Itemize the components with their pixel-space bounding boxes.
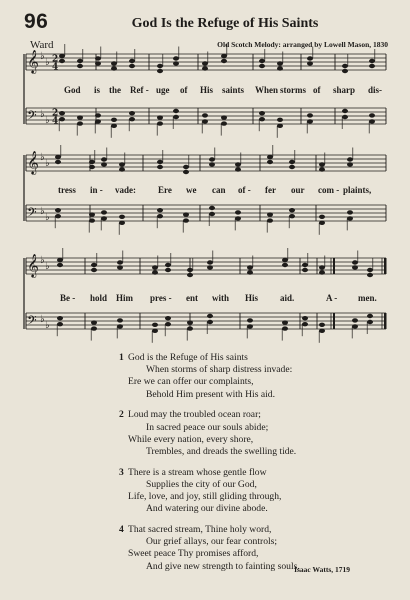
alto-note [235, 167, 241, 171]
lyric-syllable: ent [186, 293, 198, 303]
hymn-title: God Is the Refuge of His Saints [131, 16, 319, 31]
bass-note [57, 322, 63, 326]
tenor-note [119, 215, 125, 219]
key-signature-flat: ♭ [40, 152, 45, 163]
lyric-syllable: His [200, 85, 214, 95]
bass-note [319, 221, 325, 225]
lyric-syllable: of [180, 85, 188, 95]
key-signature-flat: ♭ [45, 158, 50, 169]
alto-note [77, 64, 83, 68]
melody-note [165, 263, 171, 267]
bass-note [173, 115, 179, 119]
lyric-syllable: we [186, 185, 197, 195]
melody-note [289, 160, 295, 164]
verse-line: That sacred stream, Thine holy word, [128, 523, 272, 535]
lyric-syllable: pres - [150, 293, 172, 303]
alto-note [367, 273, 373, 277]
verses [119, 352, 300, 581]
verse-line: Life, love, and joy, still gliding through, [128, 491, 282, 503]
time-signature-top: 2 [52, 108, 59, 119]
bass-note [55, 214, 61, 218]
tenor-note [59, 111, 65, 115]
tenor-note [207, 314, 213, 318]
melody-note [55, 155, 61, 159]
bass-note [221, 121, 227, 125]
lyric-line-1 [0, 85, 410, 97]
verse-line: God is the Refuge of His saints [128, 352, 248, 363]
tenor-note [111, 118, 117, 122]
lyric-syllable: of - [238, 185, 251, 195]
bass-note [129, 117, 135, 121]
verse-1 [119, 352, 300, 401]
verse-line: Sweet peace Thy promises afford, [128, 548, 259, 560]
alto-note [57, 263, 63, 267]
melody-note [319, 162, 325, 166]
alto-note [221, 59, 227, 63]
melody-note [319, 265, 325, 269]
alto-note [157, 69, 163, 73]
bass-note [59, 117, 65, 121]
alto-note [319, 270, 325, 274]
tenor-note [319, 215, 325, 219]
tenor-note [89, 212, 95, 216]
tenor-note [173, 109, 179, 113]
melody-note [267, 155, 273, 159]
melody-note [183, 165, 189, 169]
alto-note [277, 66, 283, 70]
tenor-note [347, 210, 353, 214]
verse-3 [119, 466, 300, 516]
verse-line: While every nation, every shore, [128, 433, 254, 445]
alto-note [157, 165, 163, 169]
bass-note [302, 322, 308, 326]
tenor-note [352, 318, 358, 322]
tenor-note [91, 320, 97, 324]
bass-note [101, 216, 107, 220]
alto-note [369, 64, 375, 68]
tenor-note [235, 210, 241, 214]
tenor-note [302, 316, 308, 320]
alto-note [289, 165, 295, 169]
bass-note [165, 322, 171, 326]
bass-note [95, 119, 101, 123]
melody-note [117, 260, 123, 264]
bass-clef: 𝄢 [27, 313, 37, 331]
lyric-syllable: vade: [115, 185, 136, 195]
tenor-note [367, 314, 373, 318]
tenor-note [95, 113, 101, 117]
key-signature-flat: ♭ [45, 320, 50, 331]
lyric-syllable: our [291, 185, 305, 195]
lyric-syllable: is [94, 85, 101, 95]
verse-number: 3 [119, 466, 124, 478]
bass-note [89, 218, 95, 222]
bass-note [77, 121, 83, 125]
alto-note [302, 268, 308, 272]
melody-note [157, 160, 163, 164]
lyric-syllable: God [64, 85, 81, 95]
tenor-note [165, 316, 171, 320]
melody-note [307, 56, 313, 60]
alto-note [342, 69, 348, 73]
tenor-note [157, 208, 163, 212]
melody-note [247, 265, 253, 269]
lyric-syllable: tress [58, 185, 76, 195]
lyric-syllable: in - [90, 185, 103, 195]
melody-note [119, 162, 125, 166]
verse-number: 1 [119, 352, 124, 363]
tenor-note [277, 118, 283, 122]
alto-note [352, 265, 358, 269]
tenor-note [259, 111, 265, 115]
bass-note [319, 329, 325, 333]
tenor-note [247, 318, 253, 322]
key-signature-flat: ♭ [45, 212, 50, 223]
alto-note [202, 66, 208, 70]
treble-clef: 𝄞 [27, 253, 39, 277]
alto-note [259, 64, 265, 68]
melody-note [57, 258, 63, 262]
key-signature-flat: ♭ [40, 109, 45, 120]
lyric-syllable: His [245, 293, 259, 303]
alto-note [111, 66, 117, 70]
lyric-syllable: saints [222, 85, 245, 95]
alto-note [209, 162, 215, 166]
alto-note [101, 162, 107, 166]
alto-note [207, 265, 213, 269]
lyric-syllable: fer [265, 185, 276, 195]
alto-note [119, 167, 125, 171]
melody-note [202, 61, 208, 65]
melody-note [95, 56, 101, 60]
tenor-note [183, 212, 189, 216]
melody-note [277, 61, 283, 65]
lyric-syllable: Ere [158, 185, 172, 195]
lyric-syllable: of [313, 85, 321, 95]
bass-note [209, 212, 215, 216]
melody-note [342, 64, 348, 68]
bass-clef: 𝄢 [27, 108, 37, 126]
verse-line: And watering our divine abode. [146, 503, 268, 515]
verse-line: Trembles, and dreads the swelling tide. [146, 445, 297, 457]
bass-note [307, 119, 313, 123]
verse-line: Ere we can offer our complaints, [128, 376, 254, 388]
lyric-syllable: aid. [280, 293, 295, 303]
verse-line: And give new strength to fainting souls. [146, 560, 300, 572]
alto-note [187, 273, 193, 277]
alto-note [173, 61, 179, 65]
double-barline [333, 258, 335, 274]
verse-number: 4 [119, 523, 124, 535]
bass-note [277, 124, 283, 128]
lyric-syllable: men. [358, 293, 377, 303]
melody-note [157, 64, 163, 68]
melody-note [129, 59, 135, 63]
melody-note [77, 59, 83, 63]
tenor-note [282, 320, 288, 324]
bass-note [342, 115, 348, 119]
alto-note [307, 61, 313, 65]
key-signature-flat: ♭ [45, 115, 50, 126]
author-credit: Isaac Watts, 1719 [294, 565, 350, 574]
time-signature-bottom: 4 [52, 116, 59, 127]
melody-note [259, 59, 265, 63]
lyric-syllable: hold [90, 293, 108, 303]
bass-note [352, 324, 358, 328]
alto-note [89, 165, 95, 169]
tenor-note [57, 316, 63, 320]
alto-note [152, 270, 158, 274]
alto-note [267, 160, 273, 164]
lyric-syllable: A - [326, 293, 338, 303]
melody-note [111, 61, 117, 65]
tenor-note [267, 212, 273, 216]
lyric-syllable: sharp [333, 85, 356, 95]
treble-clef: 𝄞 [27, 49, 39, 73]
verse-4 [119, 523, 300, 573]
bass-note [111, 124, 117, 128]
verse-number: 2 [119, 409, 124, 421]
tenor-note [101, 210, 107, 214]
melody-note [302, 263, 308, 267]
lyric-syllable: Him [116, 293, 133, 303]
tenor-note [129, 111, 135, 115]
lyric-syllable: with [212, 293, 230, 303]
lyric-line-2 [0, 185, 410, 197]
tenor-note [209, 206, 215, 210]
melody-note [89, 160, 95, 164]
alto-note [282, 263, 288, 267]
lyric-syllable: uge [156, 85, 170, 95]
bass-note [183, 218, 189, 222]
bass-note [117, 324, 123, 328]
bass-note [235, 216, 241, 220]
bass-note [187, 326, 193, 330]
double-barline [333, 313, 335, 329]
tune-name: Ward [30, 39, 54, 51]
alto-note [129, 64, 135, 68]
key-signature-flat: ♭ [40, 51, 45, 62]
bass-note [267, 218, 273, 222]
verse-line: Behold Him present with His aid. [146, 388, 275, 400]
melody-note [367, 268, 373, 272]
verse-line: Loud may the troubled ocean roar; [128, 409, 261, 421]
tenor-note [289, 208, 295, 212]
tenor-note [117, 318, 123, 322]
time-signature-top: 2 [52, 54, 59, 65]
tenor-note [221, 115, 227, 119]
time-signature-bottom: 4 [52, 62, 59, 73]
tenor-note [319, 323, 325, 327]
bass-note [202, 119, 208, 123]
key-signature-flat: ♭ [40, 255, 45, 266]
bass-note [247, 324, 253, 328]
melody-note [282, 258, 288, 262]
key-signature-flat: ♭ [45, 261, 50, 272]
key-signature-flat: ♭ [45, 57, 50, 68]
lyric-syllable: can [212, 185, 226, 195]
verse-line: Supplies the city of our God, [146, 478, 257, 490]
tenor-note [55, 208, 61, 212]
alto-note [59, 59, 65, 63]
melody-note [187, 268, 193, 272]
alto-note [117, 265, 123, 269]
tenor-note [152, 323, 158, 327]
alto-note [95, 61, 101, 65]
bass-note [289, 214, 295, 218]
bass-note [91, 326, 97, 330]
lyric-syllable: the [109, 85, 121, 95]
alto-note [91, 268, 97, 272]
tenor-note [342, 109, 348, 113]
treble-clef: 𝄞 [27, 150, 39, 174]
lyric-syllable: When [255, 85, 279, 95]
melody-note [221, 54, 227, 58]
final-barline-thick [384, 258, 386, 274]
tenor-note [77, 115, 83, 119]
composer-credit: Old Scotch Melody: arranged by Lowell Mason, 1830 [217, 40, 388, 49]
tenor-note [157, 115, 163, 119]
hymn-number: 96 [24, 10, 49, 33]
verse-line: When storms of sharp distress invade: [146, 364, 293, 376]
verse-line: Our grief allays, our fear controls; [146, 536, 278, 548]
bass-note [152, 329, 158, 333]
bass-note [347, 216, 353, 220]
verse-2 [119, 409, 300, 458]
tenor-note [307, 113, 313, 117]
bass-note [157, 121, 163, 125]
bass-note [119, 221, 125, 225]
alto-note [347, 162, 353, 166]
bass-note [259, 117, 265, 121]
alto-note [165, 268, 171, 272]
bass-note [157, 214, 163, 218]
final-barline-thick [384, 313, 386, 329]
lyric-syllable: com - [318, 185, 340, 195]
alto-note [319, 167, 325, 171]
lyric-syllable: Ref - [130, 85, 149, 95]
bass-note [207, 320, 213, 324]
lyric-line-3 [0, 293, 410, 305]
bass-note [282, 326, 288, 330]
melody-note [59, 54, 65, 58]
tenor-note [187, 320, 193, 324]
bass-note [369, 119, 375, 123]
tenor-note [369, 113, 375, 117]
lyric-syllable: dis- [368, 85, 383, 95]
melody-note [207, 260, 213, 264]
alto-note [247, 270, 253, 274]
tenor-note [202, 113, 208, 117]
key-signature-flat: ♭ [40, 206, 45, 217]
key-signature-flat: ♭ [40, 314, 45, 325]
bass-clef: 𝄢 [27, 205, 37, 223]
lyric-syllable: plaints, [343, 185, 372, 195]
melody-note [347, 157, 353, 161]
verse-line: There is a stream whose gentle flow [128, 466, 267, 478]
verse-line: In sacred peace our souls abide; [146, 421, 269, 433]
melody-note [235, 162, 241, 166]
melody-note [152, 265, 158, 269]
alto-note [55, 160, 61, 164]
melody-note [173, 56, 179, 60]
lyric-syllable: storms [280, 85, 306, 95]
melody-note [209, 157, 215, 161]
melody-note [352, 260, 358, 264]
bass-note [367, 320, 373, 324]
melody-note [369, 59, 375, 63]
alto-note [183, 170, 189, 174]
lyric-syllable: Be - [60, 293, 76, 303]
melody-note [101, 157, 107, 161]
melody-note [91, 263, 97, 267]
